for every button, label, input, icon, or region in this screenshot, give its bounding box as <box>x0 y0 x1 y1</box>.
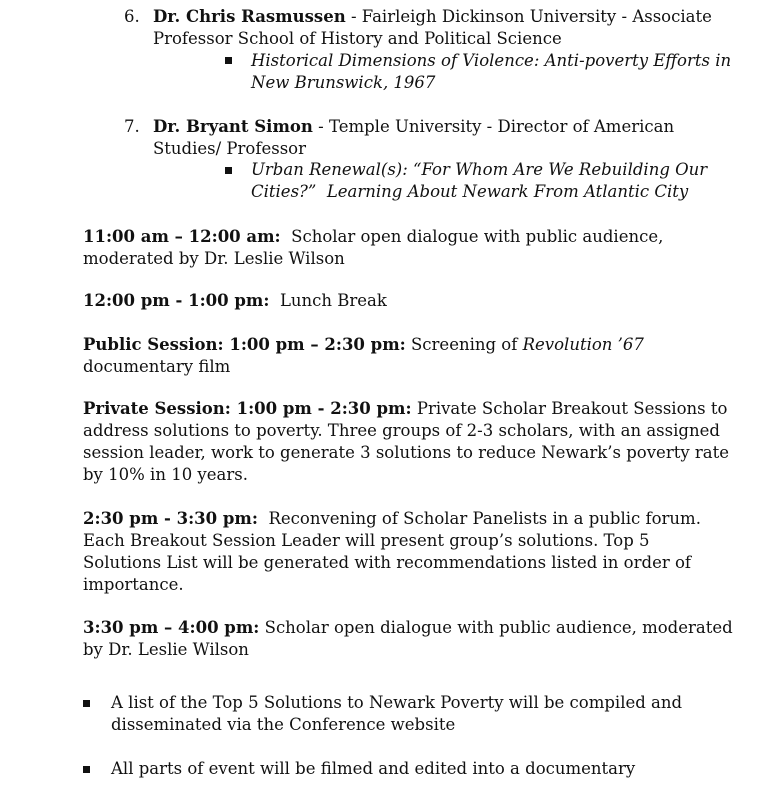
speaker-line <box>153 116 674 138</box>
bullet-square-icon <box>225 57 232 64</box>
schedule-text: Scholar open dialogue with public audience, moderated <box>259 618 733 637</box>
schedule-text: importance. <box>83 575 184 594</box>
speaker-name: Dr. Bryant Simon <box>153 117 313 136</box>
schedule-text: session leader, work to generate 3 solutions to reduce Newark’s poverty rate <box>83 443 730 462</box>
schedule-time: 11:00 am – 12:00 am: <box>83 227 281 246</box>
talk-title-cont: Cities?” Learning About Newark From Atlantic City <box>251 182 689 201</box>
schedule-text: Screening of <box>405 335 523 354</box>
speaker-line <box>153 6 712 28</box>
schedule-time: Private Session: 1:00 pm - 2:30 pm: <box>83 399 412 418</box>
schedule-text: moderated by Dr. Leslie Wilson <box>83 249 345 268</box>
schedule-text: Scholar open dialogue with public audience, <box>280 227 664 246</box>
schedule-time: 3:30 pm – 4:00 pm: <box>83 618 260 637</box>
talk-title: Historical Dimensions of Violence: Anti-poverty Efforts in <box>251 51 732 70</box>
bullet-text: A list of the Top 5 Solutions to Newark Poverty will be compiled and <box>111 693 683 712</box>
schedule-item <box>83 290 743 312</box>
bullet-text-cont: disseminated via the Conference website <box>111 715 456 734</box>
speaker-number: 7. <box>124 117 140 136</box>
schedule-text: Private Scholar Breakout Sessions to <box>411 399 728 418</box>
speaker-affiliation: - Fairleigh Dickinson University - Associate <box>345 7 712 26</box>
talk-title-cont: New Brunswick, 1967 <box>251 73 436 92</box>
bullet-square-icon <box>83 700 90 707</box>
schedule-item <box>83 334 743 378</box>
schedule-item <box>83 508 743 596</box>
schedule-text: address solutions to poverty. Three groups of 2-3 scholars, with an assigned <box>83 421 720 440</box>
schedule-item <box>83 226 743 270</box>
schedule-text: Solutions List will be generated with recommendations listed in order of <box>83 553 692 572</box>
schedule-text: Each Breakout Session Leader will present group’s solutions. Top 5 <box>83 531 650 550</box>
schedule-item <box>83 617 743 661</box>
speaker-affiliation-cont: Professor School of History and Political Science <box>153 29 562 48</box>
bullet-square-icon <box>83 766 90 773</box>
schedule-text: by Dr. Leslie Wilson <box>83 640 249 659</box>
bullet-text: All parts of event will be filmed and edited into a documentary <box>111 759 636 778</box>
schedule-text: Lunch Break <box>269 291 387 310</box>
schedule-item <box>83 398 743 486</box>
film-title: Revolution ’67 <box>522 335 644 354</box>
schedule-time: 12:00 pm - 1:00 pm: <box>83 291 270 310</box>
speaker-affiliation: - Temple University - Director of American <box>312 117 675 136</box>
schedule-text: by 10% in 10 years. <box>83 465 248 484</box>
schedule-time: 2:30 pm - 3:30 pm: <box>83 509 258 528</box>
bullet-square-icon <box>225 167 232 174</box>
speaker-name: Dr. Chris Rasmussen <box>153 7 346 26</box>
schedule-text: Reconvening of Scholar Panelists in a public forum. <box>257 509 701 528</box>
talk-title: Urban Renewal(s): “For Whom Are We Rebuilding Our <box>251 160 708 179</box>
speaker-number: 6. <box>124 7 140 26</box>
schedule-time: Public Session: 1:00 pm – 2:30 pm: <box>83 335 406 354</box>
speaker-affiliation-cont: Studies/ Professor <box>153 139 306 158</box>
schedule-text: documentary film <box>83 357 231 376</box>
